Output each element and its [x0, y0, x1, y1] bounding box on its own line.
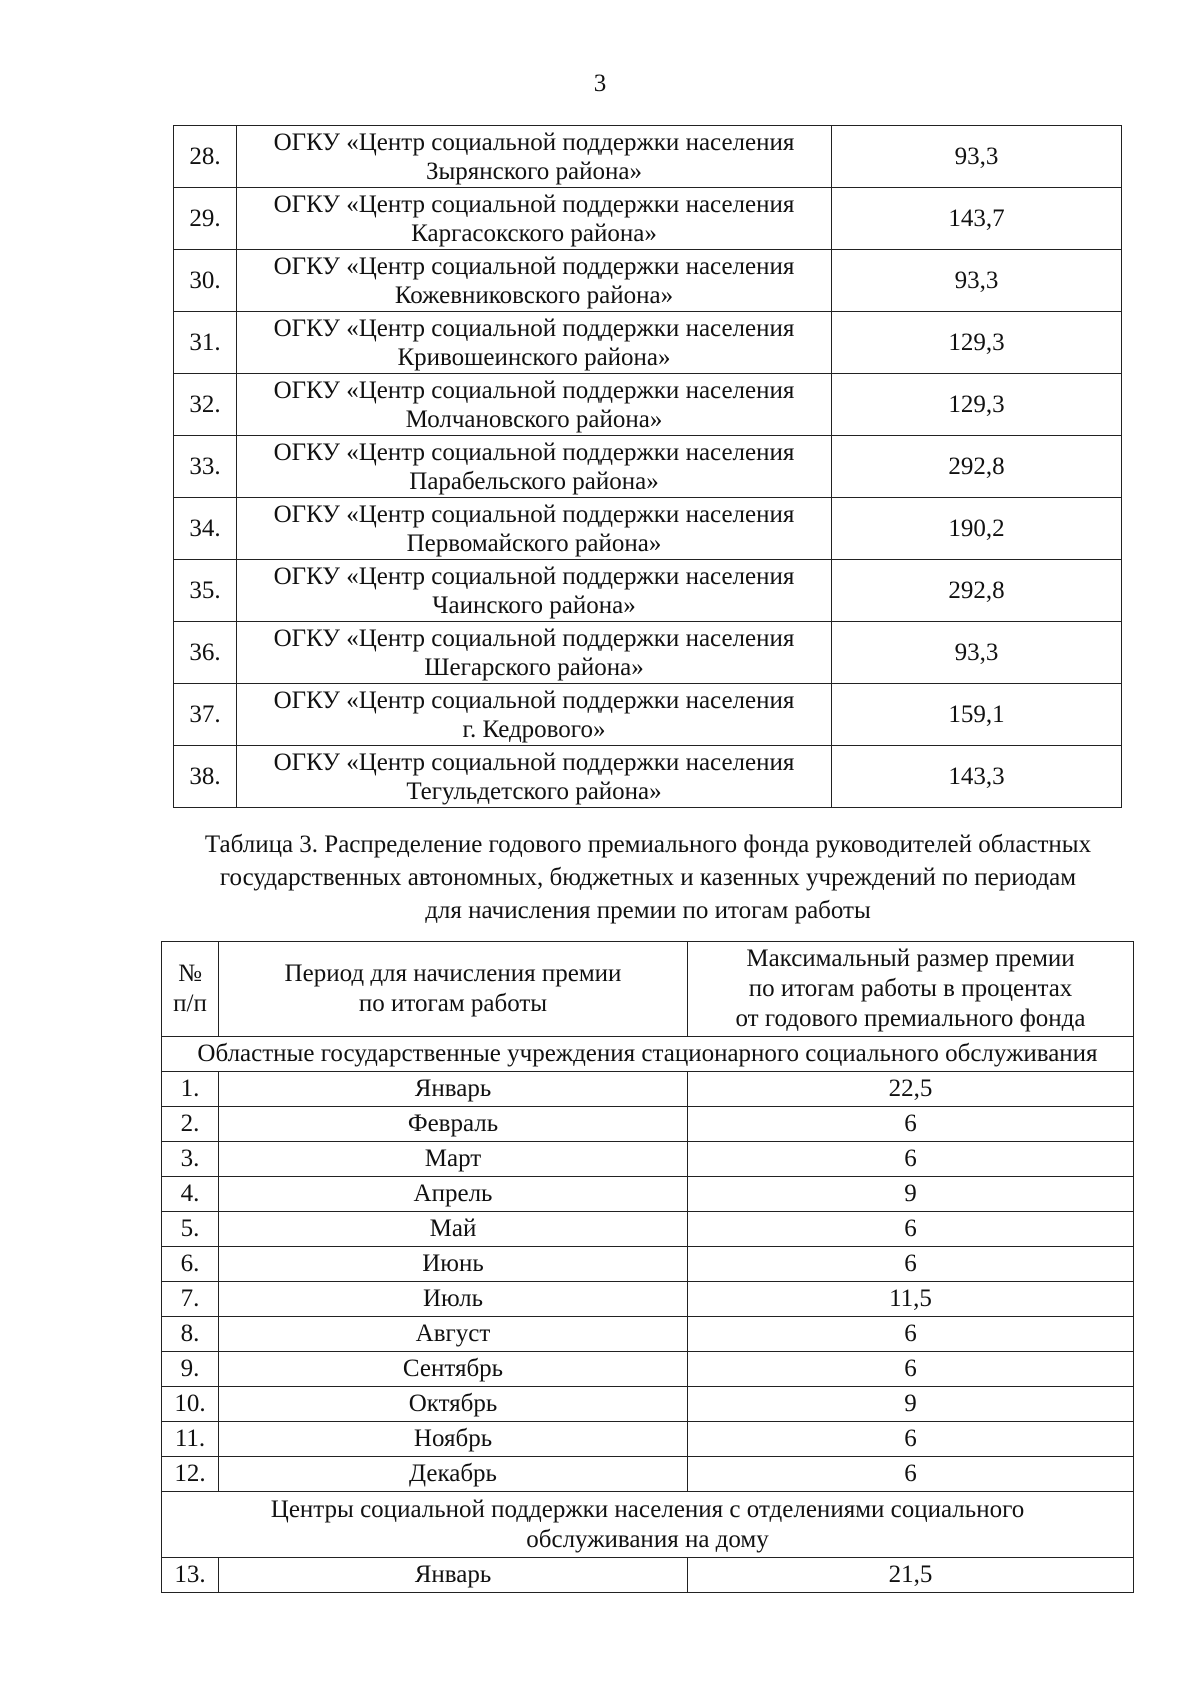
- institution-name: ОГКУ «Центр социальной поддержки населения Парабельского района»: [237, 436, 832, 498]
- table-row: [162, 1422, 1134, 1457]
- period-name: Май: [219, 1212, 688, 1247]
- row-number: 6.: [162, 1247, 219, 1282]
- premium-value: 93,3: [832, 622, 1122, 684]
- premium-percent: 6: [688, 1142, 1134, 1177]
- table-row: [174, 312, 1122, 374]
- page-number: 3: [593, 70, 607, 97]
- row-number: 33.: [174, 436, 237, 498]
- premium-percent: 6: [688, 1107, 1134, 1142]
- group-title-stationary: Областные государственные учреждения стационарного социального обслуживания: [162, 1037, 1134, 1072]
- institution-name: ОГКУ «Центр социальной поддержки населения Первомайского района»: [237, 498, 832, 560]
- premium-value: 129,3: [832, 374, 1122, 436]
- table-row: [174, 126, 1122, 188]
- premium-percent: 6: [688, 1422, 1134, 1457]
- row-number: 1.: [162, 1072, 219, 1107]
- period-name: Сентябрь: [219, 1352, 688, 1387]
- header-period: Период для начисления премии по итогам работы: [219, 942, 688, 1037]
- period-name: Август: [219, 1317, 688, 1352]
- table-row: [174, 436, 1122, 498]
- table-row: [162, 1142, 1134, 1177]
- row-number: 11.: [162, 1422, 219, 1457]
- institution-name: ОГКУ «Центр социальной поддержки населения Зырянского района»: [237, 126, 832, 188]
- period-name: Февраль: [219, 1107, 688, 1142]
- premium-percent: 9: [688, 1177, 1134, 1212]
- header-max-premium: Максимальный размер премии по итогам работы в процентах от годового премиального фонда: [688, 942, 1134, 1037]
- row-number: 30.: [174, 250, 237, 312]
- table-row: [162, 1107, 1134, 1142]
- period-name: Июнь: [219, 1247, 688, 1282]
- period-name: Декабрь: [219, 1457, 688, 1492]
- table-row: [162, 1072, 1134, 1107]
- table-row: [162, 1247, 1134, 1282]
- premium-value: 93,3: [832, 126, 1122, 188]
- row-number: 35.: [174, 560, 237, 622]
- premium-value: 292,8: [832, 560, 1122, 622]
- row-number: 2.: [162, 1107, 219, 1142]
- period-name: Январь: [219, 1072, 688, 1107]
- premium-percent: 6: [688, 1352, 1134, 1387]
- row-number: 5.: [162, 1212, 219, 1247]
- institution-name: ОГКУ «Центр социальной поддержки населения г. Кедрового»: [237, 684, 832, 746]
- period-name: Июль: [219, 1282, 688, 1317]
- institution-name: ОГКУ «Центр социальной поддержки населения Молчановского района»: [237, 374, 832, 436]
- row-number: 29.: [174, 188, 237, 250]
- header-number: № п/п: [162, 942, 219, 1037]
- table-row: [174, 250, 1122, 312]
- row-number: 13.: [162, 1558, 219, 1593]
- premium-percent: 21,5: [688, 1558, 1134, 1593]
- table-row: [162, 1558, 1134, 1593]
- table-row: [162, 1282, 1134, 1317]
- premium-percent: 6: [688, 1247, 1134, 1282]
- premium-value: 129,3: [832, 312, 1122, 374]
- table-3-caption: Таблица 3. Распределение годового премиального фонда руководителей областных государственных автономных, бюджетных и казенных учреждений по периодам для начисления премии по итогам работы: [204, 831, 1092, 924]
- table-row: [162, 1457, 1134, 1492]
- institution-name: ОГКУ «Центр социальной поддержки населения Кривошеинского района»: [237, 312, 832, 374]
- row-number: 31.: [174, 312, 237, 374]
- row-number: 7.: [162, 1282, 219, 1317]
- premium-percent: 6: [688, 1317, 1134, 1352]
- premium-distribution-table: [161, 941, 1134, 1593]
- table-header-row: [162, 942, 1134, 1037]
- table-row: [174, 374, 1122, 436]
- premium-value: 292,8: [832, 436, 1122, 498]
- period-name: Апрель: [219, 1177, 688, 1212]
- group-header-row: [162, 1037, 1134, 1072]
- period-name: Октябрь: [219, 1387, 688, 1422]
- institution-name: ОГКУ «Центр социальной поддержки населения Кожевниковского района»: [237, 250, 832, 312]
- table-row: [174, 560, 1122, 622]
- row-number: 37.: [174, 684, 237, 746]
- table-row: [174, 188, 1122, 250]
- premium-value: 93,3: [832, 250, 1122, 312]
- period-name: Март: [219, 1142, 688, 1177]
- row-number: 36.: [174, 622, 237, 684]
- group-title-social-support-centers: Центры социальной поддержки населения с отделениями социального обслуживания на дому: [162, 1492, 1134, 1558]
- table-row: [174, 622, 1122, 684]
- premium-percent: 22,5: [688, 1072, 1134, 1107]
- row-number: 38.: [174, 746, 237, 808]
- premium-percent: 6: [688, 1212, 1134, 1247]
- period-name: Январь: [219, 1558, 688, 1593]
- table-row: [162, 1387, 1134, 1422]
- table-row: [162, 1317, 1134, 1352]
- row-number: 9.: [162, 1352, 219, 1387]
- row-number: 34.: [174, 498, 237, 560]
- premium-percent: 11,5: [688, 1282, 1134, 1317]
- table-row: [162, 1212, 1134, 1247]
- period-name: Ноябрь: [219, 1422, 688, 1457]
- table-row: [174, 498, 1122, 560]
- table-row: [174, 684, 1122, 746]
- institution-name: ОГКУ «Центр социальной поддержки населения Чаинского района»: [237, 560, 832, 622]
- row-number: 10.: [162, 1387, 219, 1422]
- table-row: [162, 1177, 1134, 1212]
- premium-percent: 9: [688, 1387, 1134, 1422]
- row-number: 12.: [162, 1457, 219, 1492]
- row-number: 8.: [162, 1317, 219, 1352]
- group-header-row: [162, 1492, 1134, 1558]
- institution-name: ОГКУ «Центр социальной поддержки населения Шегарского района»: [237, 622, 832, 684]
- institution-name: ОГКУ «Центр социальной поддержки населения Тегульдетского района»: [237, 746, 832, 808]
- row-number: 4.: [162, 1177, 219, 1212]
- table-row: [174, 746, 1122, 808]
- premium-percent: 6: [688, 1457, 1134, 1492]
- institution-name: ОГКУ «Центр социальной поддержки населения Каргасокского района»: [237, 188, 832, 250]
- table-row: [162, 1352, 1134, 1387]
- row-number: 28.: [174, 126, 237, 188]
- premium-value: 143,3: [832, 746, 1122, 808]
- premium-value: 159,1: [832, 684, 1122, 746]
- row-number: 32.: [174, 374, 237, 436]
- institutions-premium-table: [173, 125, 1122, 808]
- premium-value: 190,2: [832, 498, 1122, 560]
- row-number: 3.: [162, 1142, 219, 1177]
- premium-value: 143,7: [832, 188, 1122, 250]
